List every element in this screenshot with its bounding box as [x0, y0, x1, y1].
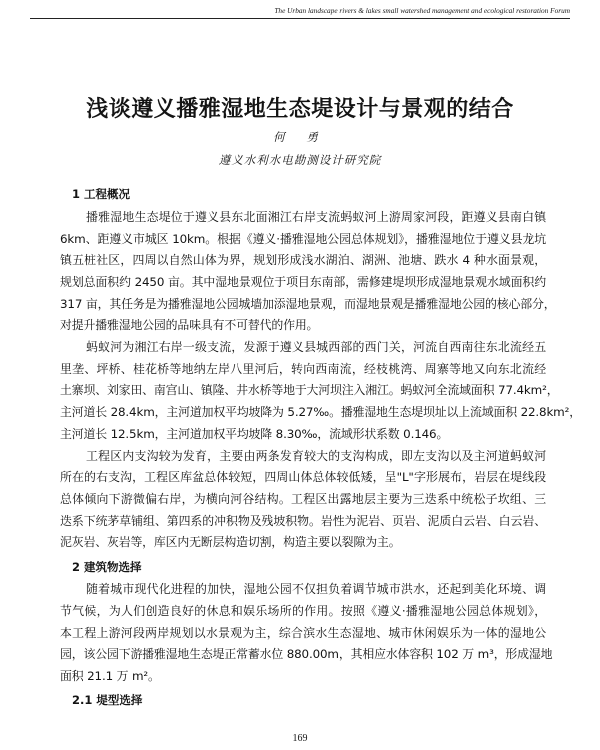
text-line: 工程区内支沟较为发育，主要由两条发育较大的支沟构成，即左支沟以及主河道蚂蚁河 [86, 449, 546, 463]
text-line: 土寨坝、刘家田、南宫山、镇隆、井水桥等地于大河坝注入湘江。蚂蚁河全流域面积 77.4km²， [60, 383, 559, 397]
text-line: 317 亩，其任务是为播雅湿地公园城墙加添湿地景观，而湿地景观是播雅湿地公园的核心部分， [60, 297, 556, 311]
article-affiliation: 遵义水利水电勘测设计研究院 [218, 153, 382, 167]
text-line: 镇五桩社区，四周以自然山体为界，规划形成浅水湖泊、湖洲、池塘、跌水 4 种水面景观， [60, 253, 546, 267]
text-line: 本工程上游河段两岸规划以水景观为主，综合滨水生态湿地、城市休闲娱乐为一体的湿地公 [60, 626, 546, 640]
text-line: 迭系下统茅草铺组、第四系的冲积物及残坡积物。岩性为泥岩、页岩、泥质白云岩、白云岩、 [60, 514, 546, 528]
text-line: 里垄、坪桥、桂花桥等地纳左岸八里河后，转向西南流，经枝桃湾、周寨等地又向东北流经 [60, 362, 546, 376]
text-line: 6km、距遵义市城区 10km。根据《遵义·播雅湿地公园总体规划》，播雅湿地位于遵义县龙坑 [60, 232, 546, 246]
text-line: 随着城市现代化进程的加快，湿地公园不仅担负着调节城市洪水，还起到美化环境、调 [86, 582, 546, 596]
text-line: 主河道长 12.5km，主河道加权平均坡降 8.30‰，流域形状系数 0.146。 [60, 427, 449, 441]
text-line: 面积 21.1 万 m²。 [60, 669, 160, 683]
text-line: 对提升播雅湿地公园的品味具有不可替代的作用。 [60, 318, 319, 332]
text-line: 蚂蚁河为湘江右岸一级支流，发源于遵义县城西部的西门关，河流自西南往东北流经五 [86, 340, 546, 354]
text-line: 播雅湿地生态堤位于遵义县东北面湘江右岸支流蚂蚁河上游周家河段，距遵义县南白镇 [86, 210, 546, 224]
text-line: 园，该公园下游播雅湿地生态堤正常蓄水位 880.00m，其相应水体容积 102 万 m³，形成湿地 [60, 647, 553, 661]
running-head: The Urban landscape rivers & lakes small watershed management and ecological restoration Forum [30, 6, 570, 19]
text-line: 规划总面积约 2450 亩。其中湿地景观位于项目东南部，需修建堤坝形成湿地景观水域面积约 [60, 275, 546, 289]
text-line: 节气候，为人们创造良好的休息和娱乐场所的作用。按照《遵义·播雅湿地公园总体规划》， [60, 604, 546, 618]
text-line: 主河道长 28.4km，主河道加权平均坡降为 5.27‰。播雅湿地生态堤坝址以上流域面积 22.8km²， [60, 405, 581, 419]
page-number: 169 [292, 733, 308, 744]
text-line: 所在的右支沟，工程区库盆总体较短，四周山体总体较低矮，呈"L"字形展布，岩层在堤线段 [60, 470, 546, 484]
section-heading: 1 工程概况 [72, 187, 131, 201]
text-line: 总体倾向下游微偏右岸，为横向河谷结构。工程区出露地层主要为三迭系中统松子坎组、三 [60, 492, 546, 506]
subsection-heading: 2.1 堤型选择 [72, 693, 143, 707]
article-author: 何 勇 [273, 130, 327, 144]
text-line: 泥灰岩、灰岩等，库区内无断层构造切割，构造主要以裂隙为主。 [60, 535, 401, 549]
section-heading: 2 建筑物选择 [72, 560, 142, 574]
article-title: 浅谈遵义播雅湿地生态堤设计与景观的结合 [86, 96, 514, 122]
